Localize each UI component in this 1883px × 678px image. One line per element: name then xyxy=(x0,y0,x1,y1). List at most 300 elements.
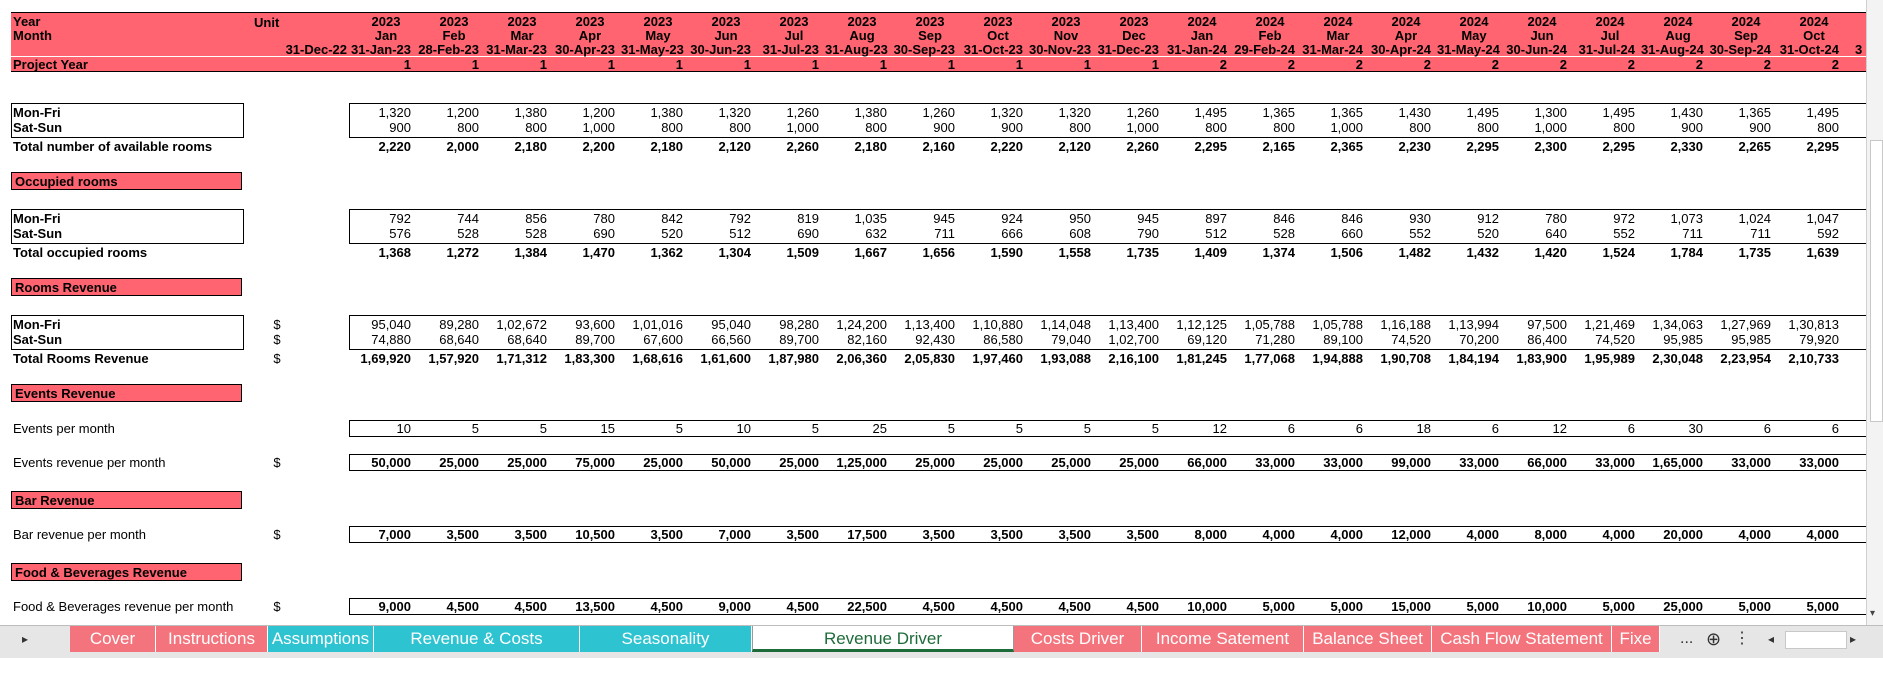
available-total-cell: 2,220 xyxy=(378,139,411,154)
project-year-cell: 1 xyxy=(743,57,751,72)
fnb-revenue-title: Food & Beverages Revenue xyxy=(15,565,187,580)
project-year-cell: 2 xyxy=(1491,57,1499,72)
events-revenue-cell: 25,000 xyxy=(1119,455,1159,470)
date-cell: 30-Sep-23 xyxy=(893,42,955,57)
available-satsun-cell: 1,000 xyxy=(1330,120,1363,135)
occupied-satsun-cell: 632 xyxy=(865,226,887,241)
available-total-cell: 2,160 xyxy=(922,139,955,154)
bar-revenue-title: Bar Revenue xyxy=(15,493,95,508)
month-cell: Jan xyxy=(1190,28,1214,43)
date-overflow-cell: 3 xyxy=(1855,42,1863,57)
year-cell: 2024 xyxy=(1255,14,1285,29)
rooms-revenue-monfri-cell: 1,01,016 xyxy=(632,317,683,332)
available-satsun-cell: 900 xyxy=(1749,120,1771,135)
available-total-cell: 2,230 xyxy=(1398,139,1431,154)
horizontal-scrollbar[interactable] xyxy=(1785,631,1847,649)
occupied-total-label: Total occupied rooms xyxy=(13,245,148,260)
events-per-month-cell: 12 xyxy=(1552,421,1567,436)
sheet-tab-instructions[interactable]: Instructions xyxy=(156,626,268,652)
fnb-revenue-cell: 5,000 xyxy=(1738,599,1771,614)
rooms-revenue-total-cell: 1,87,980 xyxy=(768,351,819,366)
occupied-satsun-cell: 576 xyxy=(389,226,411,241)
events-per-month-cell: 5 xyxy=(1151,421,1159,436)
bar-revenue-cell: 3,500 xyxy=(922,527,955,542)
date-cell: 31-Oct-23 xyxy=(963,42,1023,57)
date-cell: 30-Apr-24 xyxy=(1371,42,1431,57)
events-revenue-title: Events Revenue xyxy=(15,386,116,401)
fnb-revenue-cell: 9,000 xyxy=(378,599,411,614)
fnb-revenue-unit: $ xyxy=(273,599,281,614)
bar-revenue-cell: 4,000 xyxy=(1806,527,1839,542)
project-year-label: Project Year xyxy=(13,57,88,72)
bar-revenue-cell: 4,000 xyxy=(1466,527,1499,542)
rooms-revenue-satsun-cell: 71,280 xyxy=(1255,332,1295,347)
sheet-tab-cash-flow-statement[interactable]: Cash Flow Statement xyxy=(1432,626,1612,652)
occupied-total-cell: 1,362 xyxy=(650,245,683,260)
year-cell: 2024 xyxy=(1663,14,1693,29)
available-satsun-cell: 1,000 xyxy=(582,120,615,135)
available-satsun-cell: 800 xyxy=(1477,120,1499,135)
month-cell: Dec xyxy=(1122,28,1146,43)
available-monfri-cell: 1,320 xyxy=(990,105,1023,120)
occupied-rooms-section-header xyxy=(11,172,242,190)
available-monfri-cell: 1,495 xyxy=(1466,105,1499,120)
available-total-cell: 2,365 xyxy=(1330,139,1363,154)
rooms-revenue-total-cell: 1,94,888 xyxy=(1312,351,1363,366)
fnb-revenue-label: Food & Beverages revenue per month xyxy=(13,599,234,614)
bar-revenue-cell: 4,000 xyxy=(1602,527,1635,542)
month-cell: Sep xyxy=(1734,28,1758,43)
events-revenue-cell: 66,000 xyxy=(1187,455,1227,470)
available-monfri-cell: 1,380 xyxy=(854,105,887,120)
available-monfri-cell: 1,430 xyxy=(1670,105,1703,120)
occupied-total-cell: 1,735 xyxy=(1126,245,1159,260)
rooms-revenue-total-cell: 2,05,830 xyxy=(904,351,955,366)
rooms-revenue-monfri-cell: 1,02,672 xyxy=(496,317,547,332)
rooms-revenue-satsun-cell: 86,400 xyxy=(1527,332,1567,347)
bar-revenue-cell: 10,500 xyxy=(575,527,615,542)
rooms-revenue-satsun-cell: 69,120 xyxy=(1187,332,1227,347)
occupied-monfri-cell: 945 xyxy=(1137,211,1159,226)
available-monfri-label: Mon-Fri xyxy=(13,105,61,120)
rooms-revenue-total-cell: 1,84,194 xyxy=(1448,351,1499,366)
available-monfri-cell: 1,365 xyxy=(1330,105,1363,120)
rooms-revenue-monfri-cell: 98,280 xyxy=(779,317,819,332)
available-monfri-cell: 1,260 xyxy=(1126,105,1159,120)
rooms-revenue-satsun-cell: 89,700 xyxy=(575,332,615,347)
available-monfri-cell: 1,320 xyxy=(718,105,751,120)
project-year-cell: 1 xyxy=(675,57,683,72)
occupied-monfri-cell: 792 xyxy=(389,211,411,226)
occupied-satsun-cell: 690 xyxy=(797,226,819,241)
available-satsun-cell: 800 xyxy=(1817,120,1839,135)
available-monfri-cell: 1,495 xyxy=(1602,105,1635,120)
scroll-left-arrow-icon[interactable]: ◂ xyxy=(1768,632,1775,646)
sheet-tab-assumptions[interactable]: Assumptions xyxy=(268,626,374,652)
occupied-total-cell: 1,524 xyxy=(1602,245,1635,260)
available-satsun-label: Sat-Sun xyxy=(13,120,63,135)
rooms-revenue-section-header xyxy=(11,278,242,296)
rooms-revenue-total-cell: 2,16,100 xyxy=(1108,351,1159,366)
rooms-revenue-monfri-cell: 1,05,788 xyxy=(1312,317,1363,332)
fnb-revenue-cell: 4,500 xyxy=(1058,599,1091,614)
events-per-month-cell: 10 xyxy=(736,421,751,436)
rooms-revenue-satsun-cell: 79,920 xyxy=(1799,332,1839,347)
project-year-cell: 2 xyxy=(1627,57,1635,72)
occupied-monfri-cell: 897 xyxy=(1205,211,1227,226)
date-cell: 31-Dec-23 xyxy=(1097,42,1159,57)
available-total-cell: 2,295 xyxy=(1602,139,1635,154)
project-year-cell: 2 xyxy=(1559,57,1567,72)
year-label: Year xyxy=(13,14,41,29)
rooms-revenue-satsun-cell: 68,640 xyxy=(439,332,479,347)
rooms-revenue-total-cell: 1,71,312 xyxy=(496,351,547,366)
project-year-cell: 2 xyxy=(1695,57,1703,72)
events-revenue-cell: 33,000 xyxy=(1323,455,1363,470)
date-cell: 31-Aug-24 xyxy=(1641,42,1704,57)
bar-revenue-cell: 3,500 xyxy=(1058,527,1091,542)
vertical-scrollbar[interactable] xyxy=(1866,0,1883,625)
bar-revenue-section-header xyxy=(11,491,242,509)
events-revenue-cell: 33,000 xyxy=(1459,455,1499,470)
year-cell: 2023 xyxy=(847,14,877,29)
project-year-cell: 1 xyxy=(811,57,819,72)
project-year-cell: 1 xyxy=(947,57,955,72)
sheet-options-icon[interactable]: ⋮ xyxy=(1734,630,1750,647)
project-year-cell: 1 xyxy=(1015,57,1023,72)
fnb-revenue-cell: 15,000 xyxy=(1391,599,1431,614)
occupied-total-cell: 1,509 xyxy=(786,245,819,260)
occupied-monfri-label: Mon-Fri xyxy=(13,211,61,226)
rooms-revenue-satsun-cell: 82,160 xyxy=(847,332,887,347)
events-per-month-cell: 25 xyxy=(872,421,887,436)
rooms-revenue-monfri-cell: 1,27,969 xyxy=(1720,317,1771,332)
project-year-cell: 2 xyxy=(1287,57,1295,72)
available-total-cell: 2,220 xyxy=(990,139,1023,154)
month-cell: Jun xyxy=(714,28,738,43)
rooms-revenue-total-cell: 1,95,989 xyxy=(1584,351,1635,366)
rooms-revenue-satsun-cell: 89,100 xyxy=(1323,332,1363,347)
sheet-tab-costs-driver[interactable]: Costs Driver xyxy=(1014,626,1142,652)
sheet-tab-balance-sheet[interactable]: Balance Sheet xyxy=(1304,626,1432,652)
fnb-revenue-section-header xyxy=(11,563,242,581)
rooms-revenue-total-cell: 1,97,460 xyxy=(972,351,1023,366)
occupied-total-cell: 1,409 xyxy=(1194,245,1227,260)
available-satsun-cell: 800 xyxy=(1205,120,1227,135)
events-per-month-cell: 6 xyxy=(1763,421,1771,436)
available-satsun-cell: 800 xyxy=(1613,120,1635,135)
occupied-satsun-cell: 512 xyxy=(729,226,751,241)
sheet-tab-income-satement[interactable]: Income Satement xyxy=(1142,626,1304,652)
fnb-revenue-cell: 22,500 xyxy=(847,599,887,614)
fnb-revenue-cell: 4,500 xyxy=(446,599,479,614)
occupied-satsun-cell: 552 xyxy=(1613,226,1635,241)
occupied-monfri-cell: 1,035 xyxy=(854,211,887,226)
rooms-revenue-total-cell: 1,90,708 xyxy=(1380,351,1431,366)
available-total-cell: 2,180 xyxy=(854,139,887,154)
date-cell: 30-Apr-23 xyxy=(555,42,615,57)
available-satsun-cell: 800 xyxy=(457,120,479,135)
occupied-satsun-cell: 640 xyxy=(1545,226,1567,241)
month-cell: Feb xyxy=(442,28,466,43)
events-revenue-cell: 99,000 xyxy=(1391,455,1431,470)
fnb-revenue-cell: 4,500 xyxy=(990,599,1023,614)
rooms-revenue-monfri-cell: 1,24,200 xyxy=(836,317,887,332)
occupied-total-cell: 1,420 xyxy=(1534,245,1567,260)
year-cell: 2024 xyxy=(1731,14,1761,29)
sheet-tab-cover[interactable]: Cover xyxy=(70,626,156,652)
rooms-revenue-total-cell: 2,06,360 xyxy=(836,351,887,366)
rooms-revenue-monfri-cell: 1,12,125 xyxy=(1176,317,1227,332)
date-cell: 29-Feb-24 xyxy=(1234,42,1295,57)
bar-revenue-cell: 20,000 xyxy=(1663,527,1703,542)
occupied-monfri-cell: 842 xyxy=(661,211,683,226)
fnb-revenue-cell: 5,000 xyxy=(1466,599,1499,614)
rooms-revenue-satsun-label: Sat-Sun xyxy=(13,332,63,347)
occupied-total-cell: 1,590 xyxy=(990,245,1023,260)
events-revenue-cell: 33,000 xyxy=(1731,455,1771,470)
occupied-monfri-cell: 924 xyxy=(1001,211,1023,226)
year-cell: 2024 xyxy=(1187,14,1217,29)
occupied-monfri-cell: 780 xyxy=(593,211,615,226)
year-cell: 2024 xyxy=(1527,14,1557,29)
occupied-monfri-cell: 945 xyxy=(933,211,955,226)
rooms-revenue-monfri-cell: 95,040 xyxy=(711,317,751,332)
rooms-revenue-total-cell: 1,61,600 xyxy=(700,351,751,366)
events-revenue-cell: 25,000 xyxy=(983,455,1023,470)
project-year-cell: 2 xyxy=(1423,57,1431,72)
date-cell: 31-Jul-23 xyxy=(762,42,819,57)
events-revenue-cell: 75,000 xyxy=(575,455,615,470)
rooms-revenue-monfri-cell: 1,14,048 xyxy=(1040,317,1091,332)
date-cell: 31-Aug-23 xyxy=(825,42,888,57)
rooms-revenue-total-cell: 1,68,616 xyxy=(632,351,683,366)
occupied-satsun-label: Sat-Sun xyxy=(13,226,63,241)
available-total-cell: 2,180 xyxy=(650,139,683,154)
occupied-satsun-cell: 666 xyxy=(1001,226,1023,241)
available-satsun-cell: 900 xyxy=(1001,120,1023,135)
available-satsun-cell: 900 xyxy=(1681,120,1703,135)
rooms-revenue-satsun-cell: 79,040 xyxy=(1051,332,1091,347)
bar-revenue-cell: 3,500 xyxy=(446,527,479,542)
occupied-satsun-cell: 711 xyxy=(1750,226,1771,241)
month-cell: Sep xyxy=(918,28,942,43)
available-satsun-cell: 900 xyxy=(933,120,955,135)
rooms-revenue-monfri-cell: 1,10,880 xyxy=(972,317,1023,332)
events-per-month-cell: 5 xyxy=(1015,421,1023,436)
available-monfri-cell: 1,495 xyxy=(1194,105,1227,120)
available-monfri-cell: 1,430 xyxy=(1398,105,1431,120)
occupied-total-cell: 1,432 xyxy=(1466,245,1499,260)
occupied-monfri-cell: 1,047 xyxy=(1806,211,1839,226)
events-revenue-cell: 25,000 xyxy=(915,455,955,470)
available-satsun-cell: 800 xyxy=(661,120,683,135)
project-year-cell: 2 xyxy=(1219,57,1227,72)
events-per-month-cell: 6 xyxy=(1491,421,1499,436)
events-revenue-section-header xyxy=(11,384,242,402)
occupied-satsun-cell: 592 xyxy=(1817,226,1839,241)
events-per-month-cell: 15 xyxy=(600,421,615,436)
occupied-satsun-cell: 528 xyxy=(1273,226,1295,241)
year-cell: 2023 xyxy=(983,14,1013,29)
fnb-revenue-cell: 4,500 xyxy=(1126,599,1159,614)
bar-revenue-cell: 8,000 xyxy=(1194,527,1227,542)
fnb-revenue-cell: 4,500 xyxy=(514,599,547,614)
occupied-total-cell: 1,639 xyxy=(1806,245,1839,260)
occupied-total-cell: 1,735 xyxy=(1738,245,1771,260)
available-total-cell: 2,120 xyxy=(718,139,751,154)
occupied-monfri-cell: 744 xyxy=(457,211,479,226)
date-cell: 31-Mar-23 xyxy=(486,42,547,57)
rooms-revenue-satsun-cell: 70,200 xyxy=(1459,332,1499,347)
fnb-revenue-cell: 5,000 xyxy=(1806,599,1839,614)
occupied-monfri-cell: 930 xyxy=(1409,211,1431,226)
sheet-tab-fixe[interactable]: Fixe xyxy=(1612,626,1660,652)
month-cell: Nov xyxy=(1053,28,1079,43)
month-cell: May xyxy=(1461,28,1487,43)
year-cell: 2023 xyxy=(371,14,401,29)
rooms-revenue-total-cell: 1,83,300 xyxy=(564,351,615,366)
events-revenue-cell: 1,25,000 xyxy=(836,455,887,470)
available-total-cell: 2,165 xyxy=(1262,139,1295,154)
occupied-total-cell: 1,384 xyxy=(514,245,547,260)
bar-revenue-cell: 4,000 xyxy=(1738,527,1771,542)
rooms-revenue-total-cell: 2,30,048 xyxy=(1652,351,1703,366)
occupied-satsun-cell: 520 xyxy=(1477,226,1499,241)
first-date-cell: 31-Dec-22 xyxy=(285,42,347,57)
occupied-total-cell: 1,470 xyxy=(582,245,615,260)
date-cell: 31-Jul-24 xyxy=(1578,42,1635,57)
project-year-cell: 1 xyxy=(539,57,547,72)
scroll-down-arrow-icon[interactable]: ▾ xyxy=(1870,608,1876,619)
occupied-monfri-cell: 950 xyxy=(1069,211,1091,226)
rooms-revenue-satsun-cell: 67,600 xyxy=(643,332,683,347)
rooms-revenue-total-cell: 1,93,088 xyxy=(1040,351,1091,366)
year-cell: 2023 xyxy=(1051,14,1081,29)
rooms-revenue-satsun-cell: 89,700 xyxy=(779,332,819,347)
month-label: Month xyxy=(13,28,52,43)
scroll-right-arrow-icon[interactable]: ▸ xyxy=(1850,632,1857,646)
available-monfri-cell: 1,365 xyxy=(1738,105,1771,120)
bar-revenue-cell: 7,000 xyxy=(378,527,411,542)
events-revenue-cell: 25,000 xyxy=(507,455,547,470)
events-per-month-cell: 5 xyxy=(1083,421,1091,436)
events-revenue-cell: 33,000 xyxy=(1595,455,1635,470)
available-satsun-cell: 1,000 xyxy=(1534,120,1567,135)
available-total-cell: 2,300 xyxy=(1534,139,1567,154)
occupied-total-cell: 1,656 xyxy=(922,245,955,260)
bar-revenue-cell: 8,000 xyxy=(1534,527,1567,542)
year-cell: 2023 xyxy=(439,14,469,29)
rooms-revenue-satsun-cell: 66,560 xyxy=(711,332,751,347)
events-revenue-cell: 33,000 xyxy=(1799,455,1839,470)
occupied-total-cell: 1,304 xyxy=(718,245,751,260)
date-cell: 31-Mar-24 xyxy=(1302,42,1363,57)
events-revenue-cell: 25,000 xyxy=(779,455,819,470)
rooms-revenue-satsun-cell: 74,520 xyxy=(1595,332,1635,347)
available-total-cell: 2,120 xyxy=(1058,139,1091,154)
month-cell: Feb xyxy=(1258,28,1282,43)
events-revenue-label: Events revenue per month xyxy=(13,455,166,470)
rooms-revenue-monfri-cell: 1,30,813 xyxy=(1788,317,1839,332)
month-cell: Apr xyxy=(1394,28,1418,43)
events-revenue-cell: 1,65,000 xyxy=(1652,455,1703,470)
sheet-tab-seasonality-assumptions[interactable]: Seasonality Assumptions xyxy=(580,626,752,652)
available-monfri-cell: 1,260 xyxy=(922,105,955,120)
available-satsun-cell: 800 xyxy=(1409,120,1431,135)
bar-revenue-unit: $ xyxy=(273,527,281,542)
occupied-satsun-cell: 690 xyxy=(593,226,615,241)
available-satsun-cell: 1,000 xyxy=(1126,120,1159,135)
bar-revenue-cell: 17,500 xyxy=(847,527,887,542)
events-revenue-cell: 50,000 xyxy=(711,455,751,470)
prev-sheet-arrow-icon[interactable]: ▸ xyxy=(22,632,29,646)
year-cell: 2023 xyxy=(711,14,741,29)
occupied-monfri-cell: 1,073 xyxy=(1670,211,1703,226)
available-satsun-cell: 800 xyxy=(865,120,887,135)
rooms-revenue-satsun-cell: 92,430 xyxy=(915,332,955,347)
project-year-cell: 2 xyxy=(1831,57,1839,72)
available-monfri-cell: 1,300 xyxy=(1534,105,1567,120)
fnb-revenue-cell: 5,000 xyxy=(1330,599,1363,614)
month-cell: Apr xyxy=(578,28,602,43)
events-per-month-cell: 5 xyxy=(811,421,819,436)
bar-revenue-cell: 3,500 xyxy=(990,527,1023,542)
occupied-monfri-cell: 846 xyxy=(1273,211,1295,226)
month-cell: Oct xyxy=(987,28,1009,43)
events-per-month-cell: 6 xyxy=(1831,421,1839,436)
fnb-revenue-cell: 5,000 xyxy=(1262,599,1295,614)
sheet-tab-revenue-costs-assumptions[interactable]: Revenue & Costs Assumptions xyxy=(374,626,580,652)
rooms-revenue-title: Rooms Revenue xyxy=(15,280,117,295)
available-monfri-cell: 1,200 xyxy=(446,105,479,120)
rooms-revenue-monfri-cell: 1,34,063 xyxy=(1652,317,1703,332)
available-monfri-cell: 1,320 xyxy=(1058,105,1091,120)
occupied-total-cell: 1,784 xyxy=(1670,245,1703,260)
unit-label: Unit xyxy=(254,15,280,30)
rooms-revenue-total-cell: 1,57,920 xyxy=(428,351,479,366)
occupied-monfri-cell: 819 xyxy=(797,211,819,226)
occupied-total-cell: 1,506 xyxy=(1330,245,1363,260)
vertical-scroll-thumb[interactable] xyxy=(1870,140,1883,422)
available-total-cell: 2,295 xyxy=(1806,139,1839,154)
year-cell: 2024 xyxy=(1391,14,1421,29)
date-cell: 31-May-24 xyxy=(1437,42,1500,57)
bar-revenue-label: Bar revenue per month xyxy=(13,527,146,542)
available-total-cell: 2,265 xyxy=(1738,139,1771,154)
month-cell: Jan xyxy=(374,28,398,43)
rooms-revenue-satsun-cell: 86,580 xyxy=(983,332,1023,347)
occupied-monfri-cell: 972 xyxy=(1613,211,1635,226)
available-monfri-cell: 1,200 xyxy=(582,105,615,120)
available-monfri-cell: 1,380 xyxy=(650,105,683,120)
rooms-revenue-total-cell: 1,77,068 xyxy=(1244,351,1295,366)
year-cell: 2024 xyxy=(1799,14,1829,29)
occupied-total-cell: 1,667 xyxy=(854,245,887,260)
occupied-total-cell: 1,272 xyxy=(446,245,479,260)
year-cell: 2024 xyxy=(1595,14,1625,29)
add-sheet-icon[interactable]: ⊕ xyxy=(1706,629,1722,649)
rooms-revenue-monfri-cell: 97,500 xyxy=(1527,317,1567,332)
available-total-cell: 2,295 xyxy=(1194,139,1227,154)
events-per-month-cell: 6 xyxy=(1355,421,1363,436)
bar-revenue-cell: 3,500 xyxy=(1126,527,1159,542)
more-tabs-icon[interactable]: ... xyxy=(1680,630,1694,647)
bar-revenue-cell: 3,500 xyxy=(786,527,819,542)
available-monfri-cell: 1,380 xyxy=(514,105,547,120)
sheet-tab-revenue-driver[interactable]: Revenue Driver xyxy=(752,626,1014,652)
month-cell: May xyxy=(645,28,671,43)
